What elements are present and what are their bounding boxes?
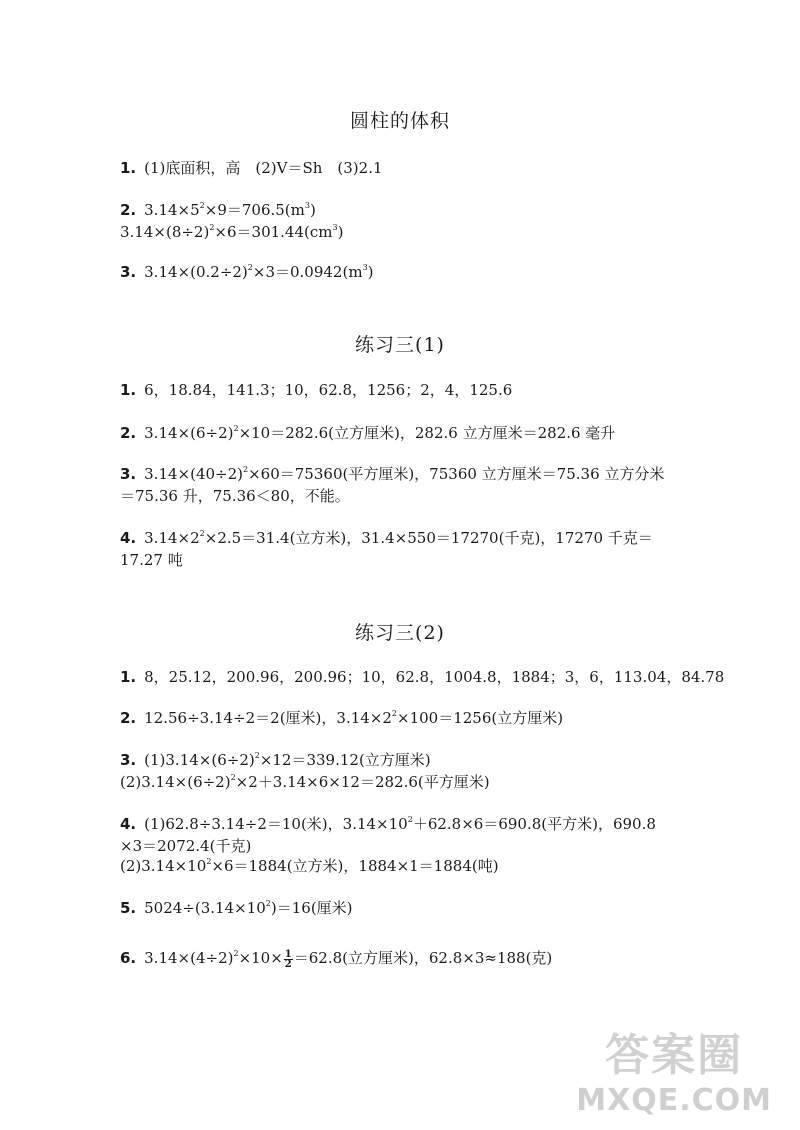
watermark-site: MXQE.COM <box>576 1083 772 1118</box>
question-number: 3. <box>120 465 137 483</box>
question-number: 2. <box>120 201 137 219</box>
question-number: 4. <box>120 529 137 547</box>
section-title-exercise-3-1: 练习三(1) <box>355 334 445 356</box>
question-number: 2. <box>120 424 137 442</box>
answer-line: 4. $3.14\times 2^2\times 2.5=31.4$(立方米)，31.4×550＝17270(千克)，17270 千克＝ <box>120 529 653 547</box>
answer-line: $(2)3.14\times 10^2\times 6=1884$(立方米)，1884×1＝1884(吨) <box>120 857 499 875</box>
question-number: 1. <box>120 381 137 399</box>
answer-line: 5. $5024\div(3.14\times 10^2)=16$(厘米) <box>120 899 353 917</box>
answer-line: $3.14\times(8\div 2)^2\times 6=301.44(cm^3)$ <box>120 223 344 241</box>
answer-line: 2. 12.56÷3.14÷2＝2(厘米)，$3.14\times 2^2\times 100=1256$(立方厘米) <box>120 709 564 727</box>
answer-line: ＝75.36 升，75.36＜80，不能。 <box>120 487 350 505</box>
answer-line: 1. 8，25.12，200.96，200.96；10，62.8，1004.8，1884；3，6，113.04，84.78 <box>120 668 725 686</box>
answer-line: 3. $3.14\times(0.2\div 2)^2\times 3=0.0942(m^3)$ <box>120 263 374 281</box>
answer-line: 4. (1)62.8÷3.14÷2＝10(米)，$3.14\times 10^2+62.8\times 6=690.8$(平方米)，690.8 <box>120 815 656 833</box>
watermark <box>576 1019 772 1118</box>
question-number: 1. <box>120 668 137 686</box>
question-number: 5. <box>120 899 137 917</box>
watermark-logo: 答案圈 <box>605 1030 744 1081</box>
answer-line: 1. 6，18.84，141.3；10，62.8，1256；2，4，125.6 <box>120 381 513 399</box>
answer-line: 3. $(1)3.14\times(6\div 2)^2\times 12=339.12$(立方厘米) <box>120 751 431 769</box>
section-title-cylinder-volume: 圆柱的体积 <box>349 110 450 132</box>
question-number: 3. <box>120 263 137 281</box>
question-number: 3. <box>120 751 137 769</box>
answer-line: 2. $3.14\times(6\div 2)^2\times 10=282.6$(立方厘米)，282.6 立方厘米＝282.6 毫升 <box>120 424 616 442</box>
answer-line: 2. $3.14\times 5^2\times 9=706.5(m^3)$ <box>120 201 316 219</box>
question-number: 2. <box>120 709 137 727</box>
section-title-exercise-3-2: 练习三(2) <box>355 622 445 644</box>
answer-line: 6. $3.14\times(4\div 2)^2\times 10\times$ $\frac{1}{2}$ ＝62.8(立方厘米)，62.8×3≈188(克) <box>120 948 553 970</box>
question-number: 6. <box>120 949 137 967</box>
answer-line: 3. $3.14\times(40\div 2)^2\times 60=75360$(平方厘米)，75360 立方厘米＝75.36 立方分米 <box>120 465 665 483</box>
answer-line: $(2)3.14\times(6\div 2)^2\times 2+3.14\times 6\times 12=282.6$(平方厘米) <box>120 773 490 791</box>
fraction-one-half: $\frac{1}{2}$ <box>284 948 292 970</box>
question-number: 1. <box>120 159 137 177</box>
answer-line: 17.27 吨 <box>120 551 183 569</box>
answer-line: 1. (1)底面积，高 (2)V＝Sh (3)2.1 <box>120 159 383 177</box>
answer-line: ×3＝2072.4(千克) <box>120 837 252 855</box>
question-number: 4. <box>120 815 137 833</box>
